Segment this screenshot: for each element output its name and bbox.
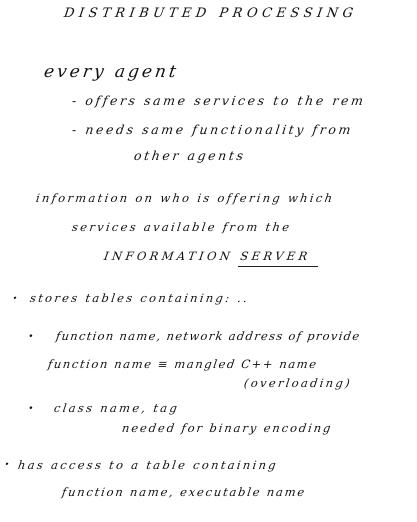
bullet-class-name: • xyxy=(27,404,37,414)
bullet-stores-tables: · xyxy=(10,288,22,309)
information-server-underline xyxy=(238,266,318,267)
note-line-every-agent: every agent xyxy=(42,62,181,82)
note-line-other-agents: other agents xyxy=(133,148,247,163)
note-line-class-name: class name, tag xyxy=(53,401,181,415)
note-line-executable-name: function name, executable name xyxy=(61,485,308,499)
bullet-function-name: • xyxy=(27,332,37,342)
page-title: DISTRIBUTED PROCESSING xyxy=(62,6,359,21)
note-line-stores-tables: stores tables containing: .. xyxy=(29,291,251,305)
note-line-mangled-name: function name ≡ mangled C++ name xyxy=(47,357,319,371)
note-line-overloading: (overloading) xyxy=(243,376,353,390)
note-line-has-access: has access to a table containing xyxy=(17,458,279,472)
note-line-information-server: INFORMATION SERVER xyxy=(103,249,312,263)
note-line-services-available: services available from the xyxy=(71,220,293,234)
note-line-offers-services: - offers same services to the rem xyxy=(71,93,367,108)
bullet-has-access: · xyxy=(2,454,14,475)
note-line-function-network: function name, network address of provide xyxy=(55,329,362,343)
note-line-binary-encoding: needed for binary encoding xyxy=(121,421,334,435)
note-line-needs-functionality: - needs same functionality from xyxy=(71,122,355,137)
note-line-information-who: information on who is offering which xyxy=(35,191,336,205)
